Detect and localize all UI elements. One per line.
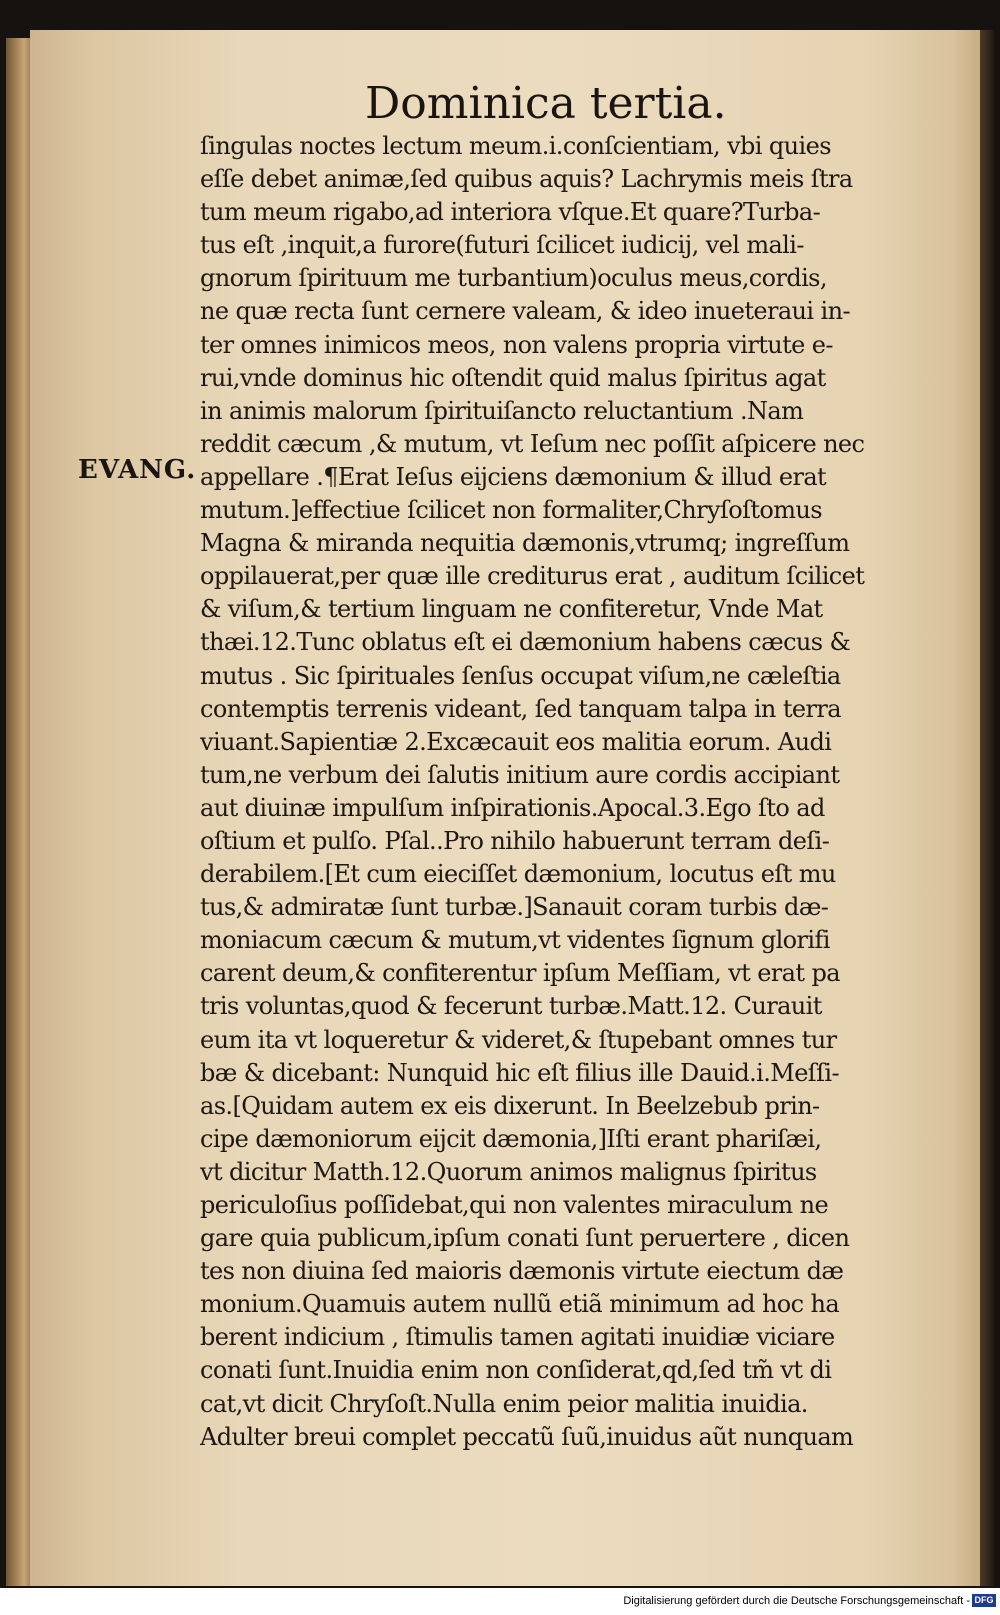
text-line: ſingulas noctes lectum meum.i.conſcientiam, vbi quies: [200, 132, 831, 160]
text-line: mutus . Sic ſpirituales ſenſus occupat viſum,ne cæleſtia: [200, 661, 841, 690]
text-line: oſtium et pulſo. Pſal..Pro nihilo habuerunt terram deſi-: [200, 826, 830, 855]
text-line: ne quæ recta ſunt cernere valeam, & ideo inueteraui in-: [200, 297, 850, 326]
text-line: periculoſius poſſidebat,qui non valentes miraculum ne: [200, 1191, 829, 1219]
text-line: in animis malorum ſpirituiſancto reluctantium .Nam: [200, 396, 804, 425]
body-text: [200, 130, 940, 1454]
page-right-shadow: [980, 30, 994, 1586]
text-line: reddit cæcum ,& mutum, vt Ieſum nec poſſit aſpicere nec: [200, 429, 865, 458]
text-line: vt dicitur Matth.12.Quorum animos malignus ſpiritus: [200, 1157, 817, 1186]
text-line: thæi.12.Tunc oblatus eſt ei dæmonium habens cæcus &: [200, 628, 851, 657]
text-line: Magna & miranda nequitia dæmonis,vtrumq; ingreſſum: [200, 529, 850, 558]
text-line: as.[Quidam autem ex eis dixerunt. In Beelzebub prin-: [200, 1091, 820, 1120]
text-line: tus,& admiratæ ſunt turbæ.]Sanauit coram turbis dæ-: [200, 893, 829, 922]
text-line: derabilem.[Et cum eieciſſet dæmonium, locutus eſt mu: [200, 860, 836, 889]
running-head-title: Dominica tertia.: [365, 78, 727, 129]
text-line: bæ & dicebant: Nunquid hic eſt filius ille Dauid.i.Meſſi-: [200, 1058, 839, 1087]
text-line: & viſum,& tertium linguam ne confiteretur, Vnde Mat: [200, 595, 823, 624]
text-line: eum ita vt loqueretur & videret,& ſtupebant omnes tur: [200, 1025, 837, 1054]
text-line: tris voluntas,quod & fecerunt turbæ.Matt.12. Curauit: [200, 992, 822, 1021]
text-line: gare quia publicum,ipſum conati ſunt peruertere , dicen: [200, 1224, 850, 1253]
text-line: viuant.Sapientiæ 2.Excæcauit eos malitia eorum. Audi: [200, 727, 832, 756]
text-line: tum,ne verbum dei ſalutis initium aure cordis accipiant: [200, 760, 840, 789]
text-line: mutum.]effectiue ſcilicet non formaliter,Chryſoſtomus: [200, 496, 822, 525]
book-spine-edge: [6, 38, 32, 1586]
text-line: carent deum,& confiterentur ipſum Meſſiam, vt erat pa: [200, 959, 840, 988]
text-line: tes non diuina ſed maioris dæmonis virtute eiectum dæ: [200, 1257, 844, 1286]
text-line: contemptis terrenis videant, ſed tanquam talpa in terra: [200, 694, 841, 723]
text-line: monium.Quamuis autem nullũ etiã minimum ad hoc ha: [200, 1290, 840, 1319]
footer-bar: [0, 1588, 1000, 1615]
text-line: rui,vnde dominus hic oſtendit quid malus ſpiritus agat: [200, 363, 826, 392]
text-line: appellare .¶Erat Ieſus eijciens dæmonium & illud erat: [200, 462, 827, 491]
text-line: tum meum rigabo,ad interiora vſque.Et quare?Turba-: [200, 198, 821, 227]
text-line: aut diuinæ impulſum inſpirationis.Apocal.3.Ego ſto ad: [200, 793, 825, 822]
text-line: eſſe debet animæ,ſed quibus aquis? Lachrymis meis ſtra: [200, 165, 853, 194]
marginal-note: EVANG.: [78, 455, 197, 485]
dfg-logo: DFG: [972, 1594, 996, 1607]
text-line: gnorum ſpirituum me turbantium)oculus meus,cordis,: [200, 264, 827, 293]
text-line: moniacum cæcum & mutum,vt videntes ſignum glorifi: [200, 926, 830, 955]
text-line: conati ſunt.Inuidia enim non conſiderat,qd,ſed tm̃ vt di: [200, 1356, 832, 1385]
text-line: tus eſt ,inquit,a furore(futuri ſcilicet iudicij, vel mali-: [200, 231, 804, 260]
text-line: cipe dæmoniorum eijcit dæmonia,]Iſti erant phariſæi,: [200, 1124, 822, 1153]
text-line: cat,vt dicit Chryſoſt.Nulla enim peior malitia inuidia.: [200, 1389, 808, 1418]
text-line: berent indicium , ſtimulis tamen agitati inuidiæ viciare: [200, 1323, 835, 1352]
text-line: oppilauerat,per quæ ille crediturus erat , auditum ſcilicet: [200, 562, 865, 591]
text-line: Adulter breui complet peccatũ ſuũ,inuidus aũt nunquam: [200, 1422, 854, 1451]
footer-credit: Digitalisierung gefördert durch die Deutsche Forschungsgemeinschaft -: [623, 1595, 970, 1607]
text-line: ter omnes inimicos meos, non valens propria virtute e-: [200, 330, 833, 359]
